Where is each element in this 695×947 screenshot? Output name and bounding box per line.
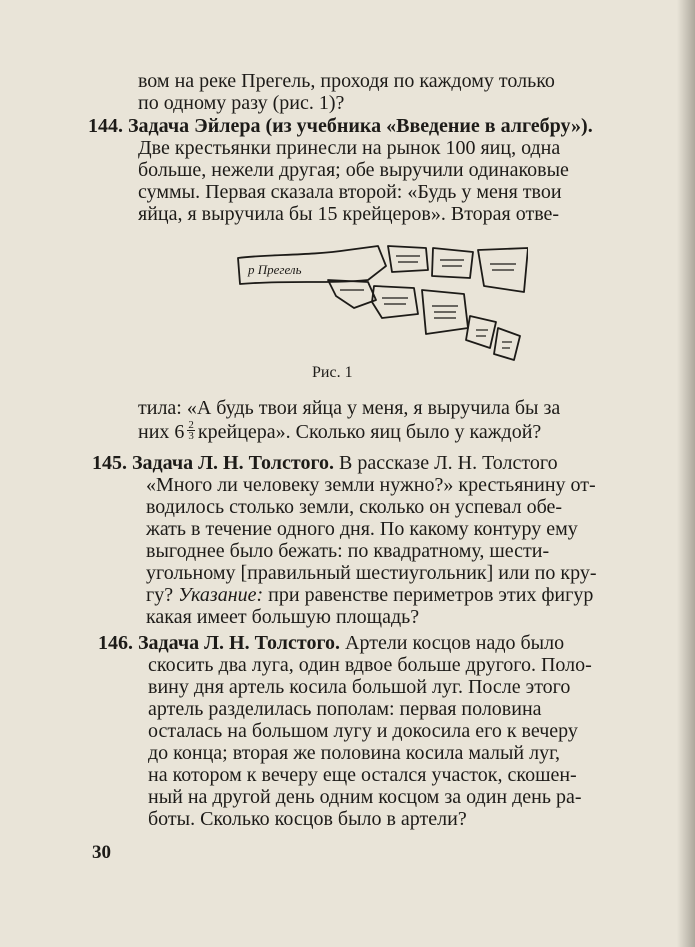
hint-label: Указание: [178,584,264,606]
page-number: 30 [92,842,111,863]
text-line: до конца; вторая же половина косила малый луг, [148,742,561,764]
text-line: тила: «А будь твои яйца у меня, я выручила бы за [138,397,561,419]
problem-145-heading [92,452,558,474]
problem-number: 146. [98,632,133,654]
text-line: на котором к вечеру еще остался участок, скошен- [148,764,577,786]
text-line: водилось столько земли, сколько он успевал обе- [146,496,563,518]
problem-144-heading [88,115,593,137]
block [494,328,520,360]
text-line-with-fraction [138,418,542,444]
text-line: какая имеет большую площадь? [146,606,420,628]
text-segment: Артели косцов надо было [345,632,565,654]
island-left [328,280,376,308]
problem-title: Задача Эйлера (из учебника «Введение в алгебру»). [128,115,593,137]
text-line: по одному разу (рис. 1)? [138,92,345,114]
text-segment: гу? [146,584,174,606]
problem-title: Задача Л. Н. Толстого. [132,452,335,474]
problem-title: Задача Л. Н. Толстого. [138,632,341,654]
fraction-numerator: 2 [188,418,194,431]
text-line: артель разделилась пополам: первая половина [148,698,542,720]
text-line: жать в течение одного дня. По какому контуру ему [146,518,578,540]
page-edge-shadow [677,0,695,947]
block [466,316,496,348]
text-segment: крейцера». Сколько яиц было у каждой? [197,421,542,443]
block [432,248,473,278]
text-segment: них 6 [138,421,185,443]
problem-number: 144. [88,115,123,137]
fraction-denominator: 3 [188,429,194,442]
text-line: скосить два луга, один вдвое больше другого. Поло- [148,654,592,676]
text-line: ный на другой день одним косцом за один день ра- [148,786,582,808]
text-line [146,584,593,606]
problem-146-heading [98,632,564,654]
text-line: «Много ли человеку земли нужно?» крестьянину от- [146,474,596,496]
text-line: вом на реке Прегель, проходя по каждому только [138,70,555,92]
text-line: угольному [правильный шестиугольник] или по кру- [146,562,597,584]
problem-number: 145. [92,452,127,474]
text-line: суммы. Первая сказала второй: «Будь у меня твои [138,181,562,203]
text-line: яйца, я выручила бы 15 крейцеров». Вторая отве- [138,203,560,225]
text-line: больше, нежели другая; обе выручили одинаковые [138,159,569,181]
text-line: выгоднее было бежать: по квадратному, шести- [146,540,550,562]
text-segment: при равенстве периметров этих фигур [268,584,594,606]
konigsberg-bridges-figure [228,236,528,366]
figure-caption: Рис. 1 [312,364,353,381]
island-center [372,286,418,318]
river-label: р Прегель [248,262,302,277]
text-segment: В рассказе Л. Н. Толстого [339,452,558,474]
text-line: осталась на большом лугу и докосила его к вечеру [148,720,578,742]
fraction [187,420,195,441]
block [388,246,428,272]
text-line: Две крестьянки принесли на рынок 100 яиц, одна [138,137,561,159]
text-line: боты. Сколько косцов было в артели? [148,808,467,830]
text-line: вину дня артель косила большой луг. После этого [148,676,571,698]
